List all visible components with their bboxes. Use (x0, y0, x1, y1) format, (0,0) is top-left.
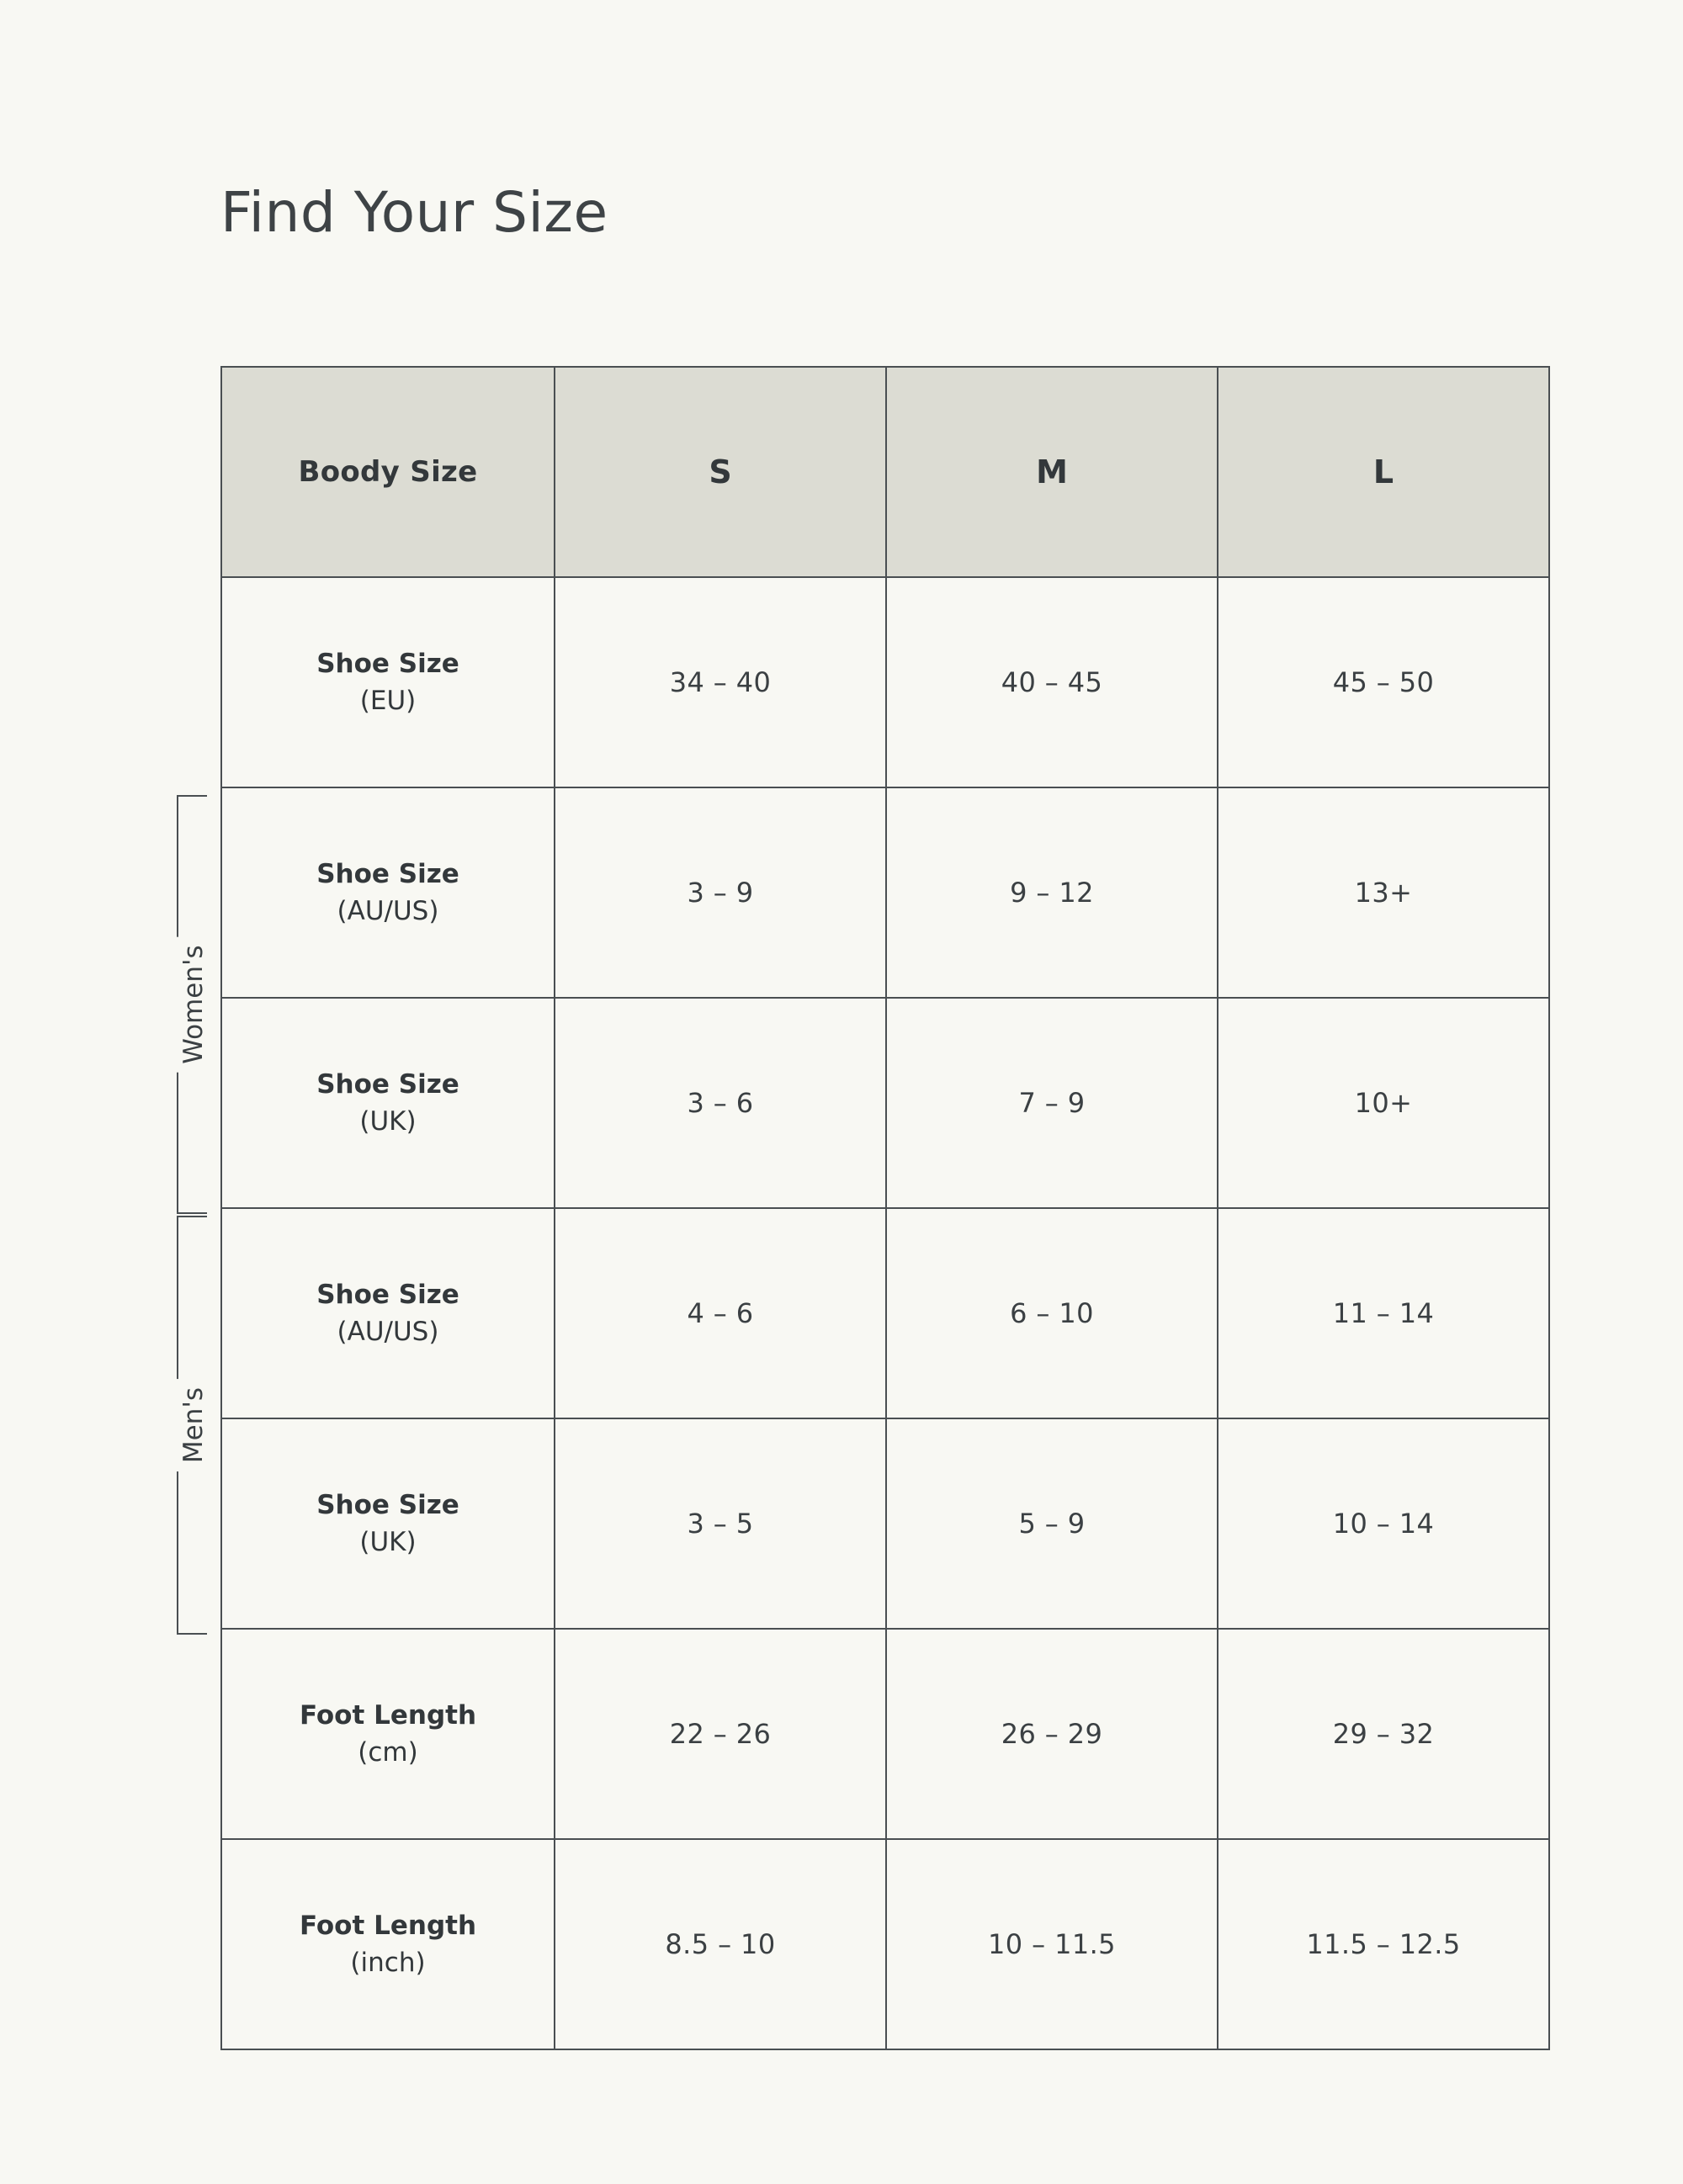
page-title: Find Your Size (220, 180, 608, 246)
table-row (221, 1208, 1549, 1418)
cell-s: 3 – 9 (555, 787, 886, 998)
row-label-shoe-size-uk-mens (221, 1418, 555, 1629)
group-bracket-mens (168, 1216, 219, 1635)
table-row (221, 577, 1549, 787)
row-label-secondary: (AU/US) (337, 896, 439, 926)
cell-s: 8.5 – 10 (555, 1839, 886, 2049)
row-label-primary: Foot Length (299, 1699, 477, 1731)
size-table-wrapper (220, 366, 1548, 2050)
table-row (221, 1839, 1549, 2049)
cell-s: 34 – 40 (555, 577, 886, 787)
row-label-primary: Foot Length (299, 1910, 477, 1941)
cell-l: 11 – 14 (1218, 1208, 1549, 1418)
row-label-secondary: (UK) (359, 1106, 417, 1137)
table-row (221, 1629, 1549, 1839)
cell-l: 29 – 32 (1218, 1629, 1549, 1839)
bracket-cap-top (177, 1216, 207, 1217)
header-size-m: M (886, 367, 1218, 577)
row-label-primary: Shoe Size (316, 1068, 459, 1100)
row-label-secondary: (UK) (359, 1527, 417, 1557)
cell-m: 10 – 11.5 (886, 1839, 1218, 2049)
cell-m: 40 – 45 (886, 577, 1218, 787)
row-label-foot-length-cm (221, 1629, 555, 1839)
cell-m: 7 – 9 (886, 998, 1218, 1208)
cell-l: 45 – 50 (1218, 577, 1549, 787)
row-label-secondary: (AU/US) (337, 1317, 439, 1347)
header-boody-size: Boody Size (221, 367, 555, 577)
cell-l: 10+ (1218, 998, 1549, 1208)
cell-s: 3 – 5 (555, 1418, 886, 1629)
row-label-secondary: (cm) (358, 1737, 418, 1768)
header-size-s: S (555, 367, 886, 577)
cell-m: 26 – 29 (886, 1629, 1218, 1839)
row-label-shoe-size-auus-womens (221, 787, 555, 998)
bracket-cap-top (177, 795, 207, 797)
cell-s: 4 – 6 (555, 1208, 886, 1418)
row-label-secondary: (EU) (359, 686, 417, 716)
row-label-shoe-size-auus-mens (221, 1208, 555, 1418)
bracket-cap-bottom (177, 1633, 207, 1635)
group-label-mens: Men's (173, 1379, 214, 1471)
row-label-primary: Shoe Size (316, 648, 459, 679)
table-row (221, 787, 1549, 998)
cell-l: 13+ (1218, 787, 1549, 998)
cell-s: 3 – 6 (555, 998, 886, 1208)
cell-l: 10 – 14 (1218, 1418, 1549, 1629)
row-label-primary: Shoe Size (316, 1279, 459, 1310)
table-row (221, 1418, 1549, 1629)
cell-m: 5 – 9 (886, 1418, 1218, 1629)
cell-l: 11.5 – 12.5 (1218, 1839, 1549, 2049)
table-row (221, 998, 1549, 1208)
row-label-secondary: (inch) (350, 1948, 426, 1978)
row-label-shoe-size-uk-womens (221, 998, 555, 1208)
row-label-foot-length-inch (221, 1839, 555, 2049)
cell-s: 22 – 26 (555, 1629, 886, 1839)
group-bracket-womens (168, 795, 219, 1214)
row-label-primary: Shoe Size (316, 1489, 459, 1520)
table-header-row (221, 367, 1549, 577)
bracket-cap-bottom (177, 1212, 207, 1214)
group-label-womens: Women's (173, 936, 214, 1072)
table-header (221, 367, 1549, 577)
cell-m: 9 – 12 (886, 787, 1218, 998)
row-label-shoe-size-eu (221, 577, 555, 787)
header-size-l: L (1218, 367, 1549, 577)
table-body (221, 577, 1549, 2049)
row-label-primary: Shoe Size (316, 858, 459, 889)
cell-m: 6 – 10 (886, 1208, 1218, 1418)
size-table (220, 366, 1550, 2050)
